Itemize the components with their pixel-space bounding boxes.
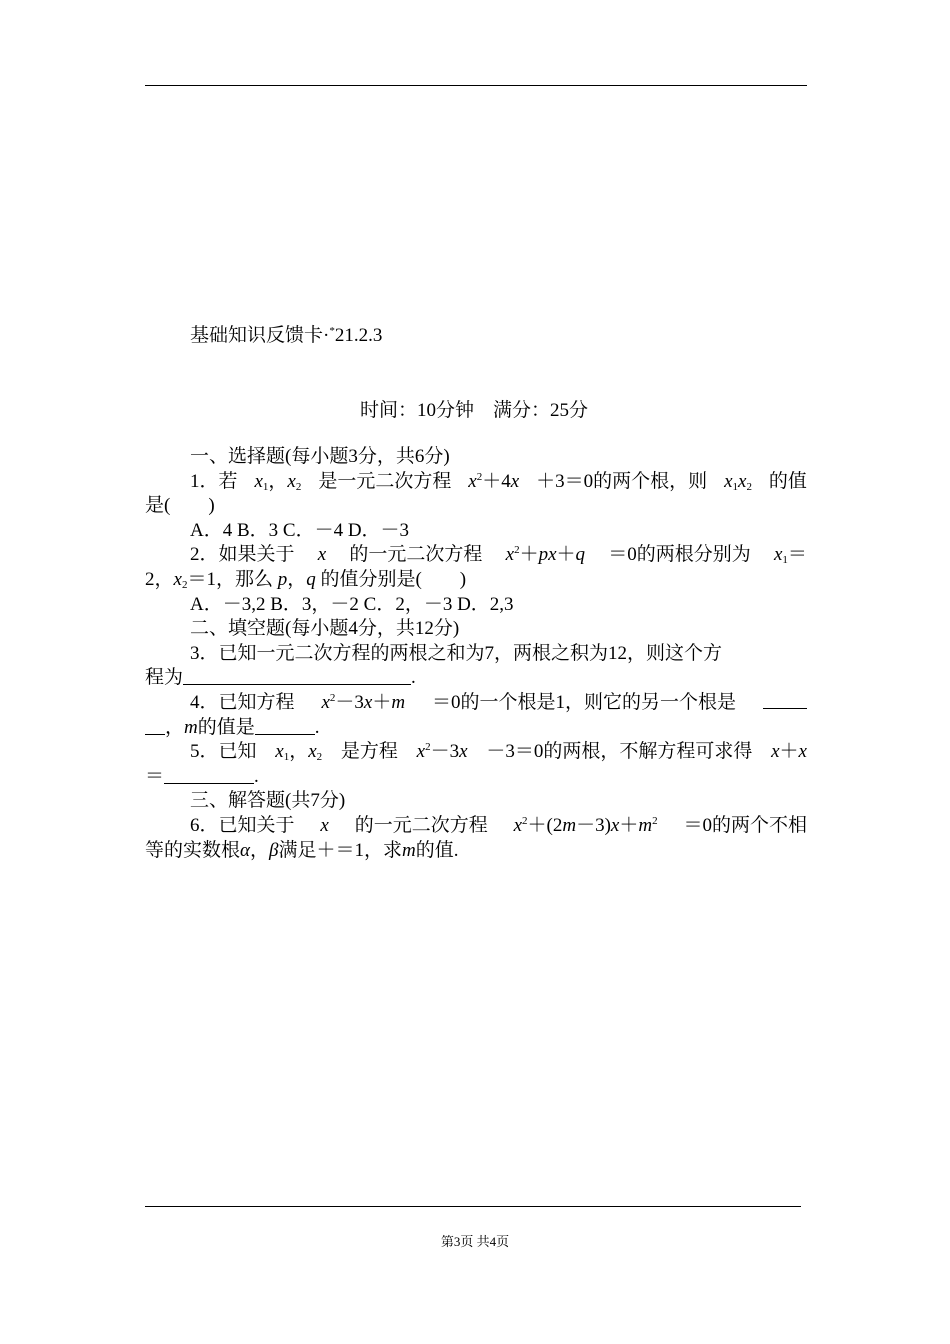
page-number: 第3页 共4页	[440, 1234, 510, 1249]
header-rule	[145, 85, 807, 86]
question-1-options: A．4 B．3 C．－4 D．－3	[190, 519, 410, 541]
card-title: 基础知识反馈卡·*21.2.3	[190, 325, 383, 346]
answer-blank[interactable]	[255, 717, 315, 735]
question-2-options: A．－3,2 B．3，－2 C．2，－3 D．2,3	[190, 593, 514, 615]
question-5: 5．已知 $x_1$，$x_2$ 是方程 $x^2-3x$ －3＝0的两根，不解方程可求得 x＋x	[190, 741, 807, 764]
question-3-cont: 程为 .	[145, 667, 416, 689]
question-2: 2．如果关于 x 的一元二次方程 $x^2+px+q$ ＝0的两根分别为 $x_1=$	[190, 544, 807, 567]
question-2-cont: 2，$x_2=1$，那么 p，q 的值分别是( )	[145, 568, 467, 591]
question-3: 3．已知一元二次方程的两根之和为7，两根之积为12，则这个方	[190, 642, 723, 664]
question-4-cont: ，m的值是 .	[145, 716, 807, 741]
section-choice: 一、选择题(每小题3分，共6分)	[190, 446, 450, 467]
question-5-cont: ＝ .	[145, 765, 259, 787]
question-1: 1．若 $x_1$，$x_2$ 是一元二次方程 $x^2+4x$ ＋3＝0的两个根，则 $x_1x_2$ 的值	[190, 470, 807, 493]
time-score-line	[360, 397, 588, 425]
footer-rule	[145, 1206, 801, 1207]
answer-blank[interactable]	[145, 717, 165, 735]
answer-blank[interactable]	[763, 691, 807, 709]
full-score: 满分：25分	[493, 400, 589, 421]
section-answer: 三、解答题(共7分)	[190, 790, 346, 812]
question-1-cont: 是( )	[145, 495, 215, 517]
answer-blank[interactable]	[164, 766, 254, 784]
question-body	[145, 445, 807, 863]
section-fill: 二、填空题(每小题4分，共12分)	[190, 618, 460, 640]
answer-blank[interactable]	[183, 667, 411, 685]
question-4: 4．已知方程 $x^2-3x+m$ ＝0的一个根是1，则它的另一个根是	[145, 691, 807, 716]
time-limit: 时间：10分钟	[360, 400, 475, 421]
question-6-cont: 等的实数根α，β满足＋＝1，求m的值.	[145, 839, 459, 861]
question-6: 6．已知关于 x 的一元二次方程 $x^2+(2m-3)x+m^2$ ＝0的两个不相	[190, 814, 807, 836]
